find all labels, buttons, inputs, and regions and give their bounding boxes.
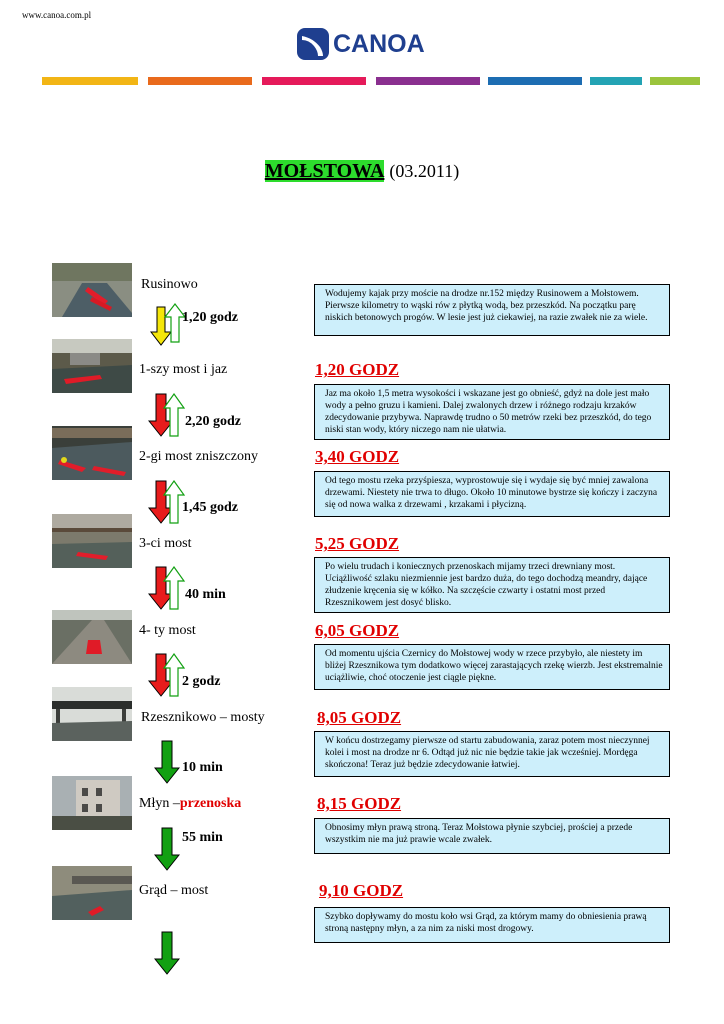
title-date: (03.2011) <box>389 161 460 181</box>
canoa-logo <box>296 27 425 63</box>
section-description: Wodujemy kajak przy moście na drodze nr.152 między Rusinowem a Mołstowem. Pierwsze kilometry to wąski rów z płytką wodą, bez przeszkód. Na początku parę niskich betonowych progów. W lesie jest już ciekawiej, na razie zwałek nie za wiele. <box>314 284 670 336</box>
green-arrow-down-icon <box>154 740 180 784</box>
page-title <box>0 160 724 183</box>
green-arrow-up-icon <box>162 566 186 610</box>
photo-rusinowo <box>52 263 132 317</box>
strip-segment <box>488 77 582 85</box>
stop-name: Rzesznikowo – mosty <box>141 710 265 725</box>
photo-most-3 <box>52 514 132 568</box>
photo-most-2 <box>52 426 132 480</box>
strip-segment <box>262 77 366 85</box>
logo-text: CANOA <box>333 30 425 58</box>
leg-duration: 10 min <box>182 760 223 775</box>
green-arrow-up-icon <box>162 393 186 437</box>
section-description: Obnosimy młyn prawą stroną. Teraz Mołstowa płynie szybciej, prościej a przede wszystkim nie ma już prawie wcale zwałek. <box>314 818 670 854</box>
green-arrow-down-icon <box>154 827 180 871</box>
leg-duration: 2 godz <box>182 674 221 689</box>
strip-segment <box>148 77 252 85</box>
stop-name-text: Młyn – <box>139 796 180 811</box>
photo-most-1 <box>52 339 132 393</box>
cumulative-time: 1,20 GODZ <box>315 360 400 379</box>
stop-name: 1-szy most i jaz <box>139 362 228 377</box>
stop-name: Grąd – most <box>139 883 209 898</box>
leg-duration: 2,20 godz <box>185 414 241 429</box>
green-arrow-down-icon <box>154 931 180 975</box>
strip-segment <box>42 77 138 85</box>
section-description: W końcu dostrzegamy pierwsze od startu zabudowania, zaraz potem most nieczynnej kolei i most na drodze nr 6. Odtąd już nic nie będzie takie jak wcześniej. Mordęga skończona! Teraz już będzie zdecydowanie łatwiej. <box>314 731 670 777</box>
photo-grad <box>52 866 132 920</box>
stop-name: 3-ci most <box>139 536 192 551</box>
title-river-name: MOŁSTOWA <box>264 160 385 182</box>
leg-duration: 55 min <box>182 830 223 845</box>
photo-mlyn <box>52 776 132 830</box>
site-url[interactable]: www.canoa.com.pl <box>22 10 92 20</box>
cumulative-time: 6,05 GODZ <box>315 621 400 640</box>
cumulative-time: 5,25 GODZ <box>315 534 400 553</box>
cumulative-time: 9,10 GODZ <box>319 881 404 900</box>
strip-segment <box>376 77 480 85</box>
photo-rzesznikowo <box>52 687 132 741</box>
strip-segment <box>590 77 642 85</box>
portage-label: przenoska <box>179 796 242 811</box>
section-description: Od tego mostu rzeka przyśpiesza, wyprostowuje się i wydaje się być mniej zawalona drzewami. Niestety nie trwa to długo. Około 10 minutowe bystrze się kończy i zaczyna się od nowa walka z drzewami , krzakami i płycizną. <box>314 471 670 517</box>
stop-name: 2-gi most zniszczony <box>139 449 258 464</box>
photo-most-4 <box>52 610 132 664</box>
leg-duration: 40 min <box>185 587 226 602</box>
section-description: Po wielu trudach i koniecznych przenoskach mijamy trzeci drewniany most. Uciążliwość szlaku niezmiennie jest bardzo duża, do tego dochodzą meandry, dające złudzenie kręcenia się w kółko. Na szczęście czwarty i ostatni most przed Rzesznikowem jest dosyć blisko. <box>314 557 670 613</box>
section-description: Jaz ma około 1,5 metra wysokości i wskazane jest go obnieść, gdyż na dole jest mało wody a pełno gruzu i kamieni. Dalej zwalonych drzew i różnego rodzaju krzaków zdecydowanie przybywa. Naprawdę trudno o 50 metrów rzeki bez przeszkód, do tego niski stan wody, który niczego nam nie ułatwia. <box>314 384 670 440</box>
leg-duration: 1,20 godz <box>182 310 238 325</box>
leg-duration: 1,45 godz <box>182 500 238 515</box>
strip-segment <box>650 77 700 85</box>
cumulative-time: 3,40 GODZ <box>315 447 400 466</box>
stop-name: 4- ty most <box>139 623 196 638</box>
section-description: Od momentu ujścia Czernicy do Mołstowej wody w rzece przybyło, ale niestety im bliżej Rzesznikowa tym dodatkowo więcej zarastających rzekę wierzb. Jest ekstremalnie uciążliwie, choć otoczenie jest ciągle piękne. <box>314 644 670 690</box>
section-description: Szybko dopływamy do mostu koło wsi Grąd, za którym mamy do obniesienia prawą stroną następny młyn, a za nim za niski most drogowy. <box>314 907 670 943</box>
cumulative-time: 8,15 GODZ <box>317 794 402 813</box>
cumulative-time: 8,05 GODZ <box>317 708 402 727</box>
stop-name <box>139 796 241 812</box>
stop-name: Rusinowo <box>141 277 198 292</box>
canoa-logo-icon <box>296 27 330 61</box>
